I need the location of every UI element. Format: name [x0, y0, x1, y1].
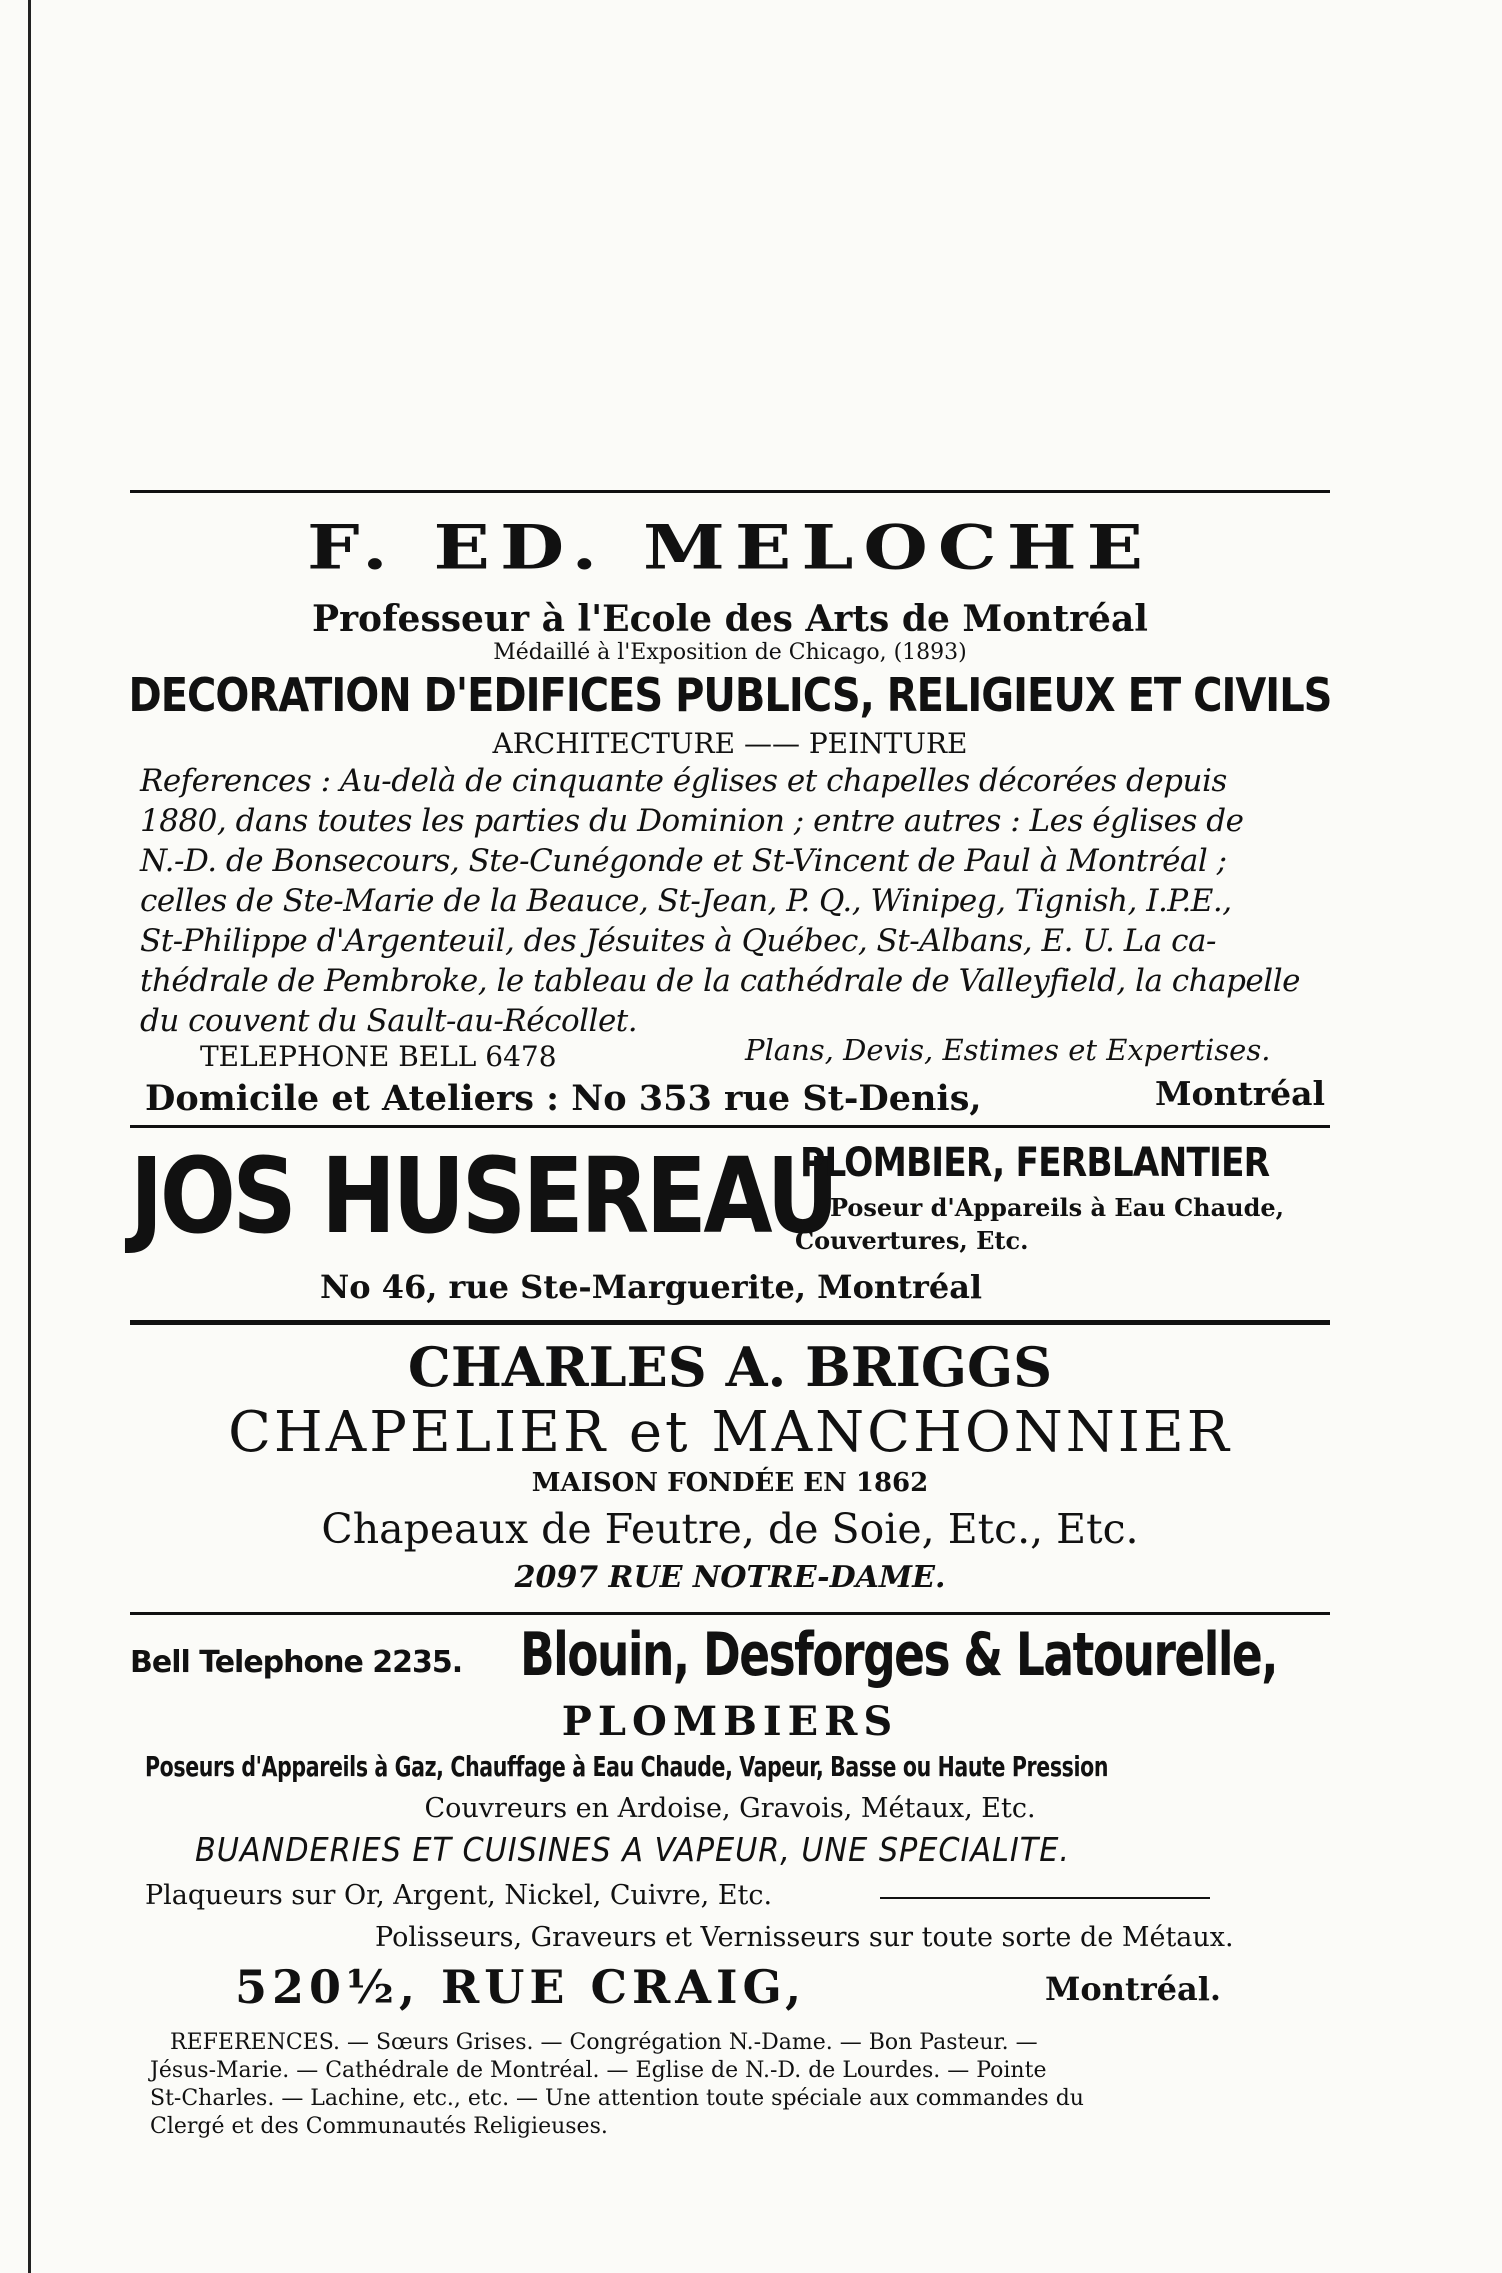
briggs-name: CHARLES A. BRIGGS — [407, 1335, 1053, 1399]
husereau-detail-1: Poseur d'Appareils à Eau Chaude, — [830, 1193, 1285, 1222]
blouin-line-2: Couvreurs en Ardoise, Gravois, Métaux, Etc. — [424, 1793, 1036, 1824]
page-margin-line — [28, 0, 31, 2273]
blouin-line-4: Polisseurs, Graveurs et Vernisseurs sur toute sorte de Métaux. — [375, 1922, 1234, 1953]
reference-line: Clergé et des Communautés Religieuses. — [150, 2114, 608, 2139]
meloche-services: Plans, Devis, Estimes et Expertises. — [745, 1033, 1271, 1067]
blouin-telephone: Bell Telephone 2235. — [130, 1645, 463, 1680]
meloche-address: Domicile et Ateliers : No 353 rue St-Denis, — [145, 1078, 982, 1119]
divider-rule — [130, 1125, 1330, 1128]
reference-line: thédrale de Pembroke, le tableau de la cathédrale de Valleyfield, la chapelle — [140, 963, 1300, 999]
husereau-detail-2: Couvertures, Etc. — [795, 1226, 1029, 1255]
underline-rule — [880, 1897, 1210, 1899]
reference-line: REFERENCES. — Sœurs Grises. — Congrégation N.-Dame. — Bon Pasteur. — — [170, 2030, 1038, 2055]
blouin-trade: PLOMBIERS — [561, 1698, 899, 1745]
blouin-line-3: Plaqueurs sur Or, Argent, Nickel, Cuivre, Etc. — [145, 1880, 773, 1911]
blouin-line-1: Poseurs d'Appareils à Gaz, Chauffage à Eau Chaude, Vapeur, Basse ou Haute Pression — [145, 1750, 1109, 1783]
blouin-specialty: BUANDERIES ET CUISINES A VAPEUR, UNE SPECIALITE. — [195, 1830, 1070, 1869]
meloche-telephone: TELEPHONE BELL 6478 — [200, 1040, 557, 1073]
reference-line: N.-D. de Bonsecours, Ste-Cunégonde et St-Vincent de Paul à Montréal ; — [140, 843, 1227, 879]
reference-line: Jésus-Marie. — Cathédrale de Montréal. — Eglise de N.-D. de Lourdes. — Pointe — [150, 2058, 1047, 2083]
briggs-address: 2097 RUE NOTRE-DAME. — [514, 1560, 946, 1595]
husereau-name: JOS HUSEREAU — [130, 1135, 836, 1257]
blouin-name: Blouin, Desforges & Latourelle, — [520, 1620, 1278, 1690]
reference-line: St-Charles. — Lachine, etc., etc. — Une attention toute spéciale aux commandes du — [150, 2086, 1084, 2111]
divider-rule — [130, 1612, 1330, 1615]
divider-rule — [130, 490, 1330, 493]
briggs-products: Chapeaux de Feutre, de Soie, Etc., Etc. — [321, 1505, 1139, 1553]
reference-line: 1880, dans toutes les parties du Dominion ; entre autres : Les églises de — [140, 803, 1244, 839]
husereau-trade: PLOMBIER, FERBLANTIER — [800, 1140, 1270, 1186]
meloche-title: Professeur à l'Ecole des Arts de Montréal — [312, 598, 1148, 640]
reference-line: St-Philippe d'Argenteuil, des Jésuites à Québec, St-Albans, E. U. La ca- — [140, 923, 1217, 959]
reference-line: celles de Ste-Marie de la Beauce, St-Jean, P. Q., Winipeg, Tignish, I.P.E., — [140, 883, 1232, 919]
briggs-trade: CHAPELIER et MANCHONNIER — [228, 1400, 1232, 1465]
reference-line: du couvent du Sault-au-Récollet. — [140, 1003, 638, 1039]
meloche-medal: Médaillé à l'Exposition de Chicago, (1893) — [493, 640, 967, 665]
meloche-headline: DECORATION D'EDIFICES PUBLICS, RELIGIEUX ET CIVILS — [128, 669, 1332, 723]
reference-line: References : Au-delà de cinquante églises et chapelles décorées depuis — [140, 763, 1227, 799]
blouin-city: Montréal. — [1045, 1970, 1222, 2008]
blouin-address: 520½, RUE CRAIG, — [235, 1960, 807, 2014]
divider-rule — [130, 1320, 1330, 1325]
meloche-name: F. ED. MELOCHE — [306, 512, 1154, 584]
meloche-specialties: ARCHITECTURE —— PEINTURE — [492, 727, 968, 760]
briggs-founded: MAISON FONDÉE EN 1862 — [531, 1468, 929, 1498]
husereau-address: No 46, rue Ste-Marguerite, Montréal — [320, 1268, 983, 1306]
meloche-city: Montréal — [1155, 1074, 1326, 1113]
